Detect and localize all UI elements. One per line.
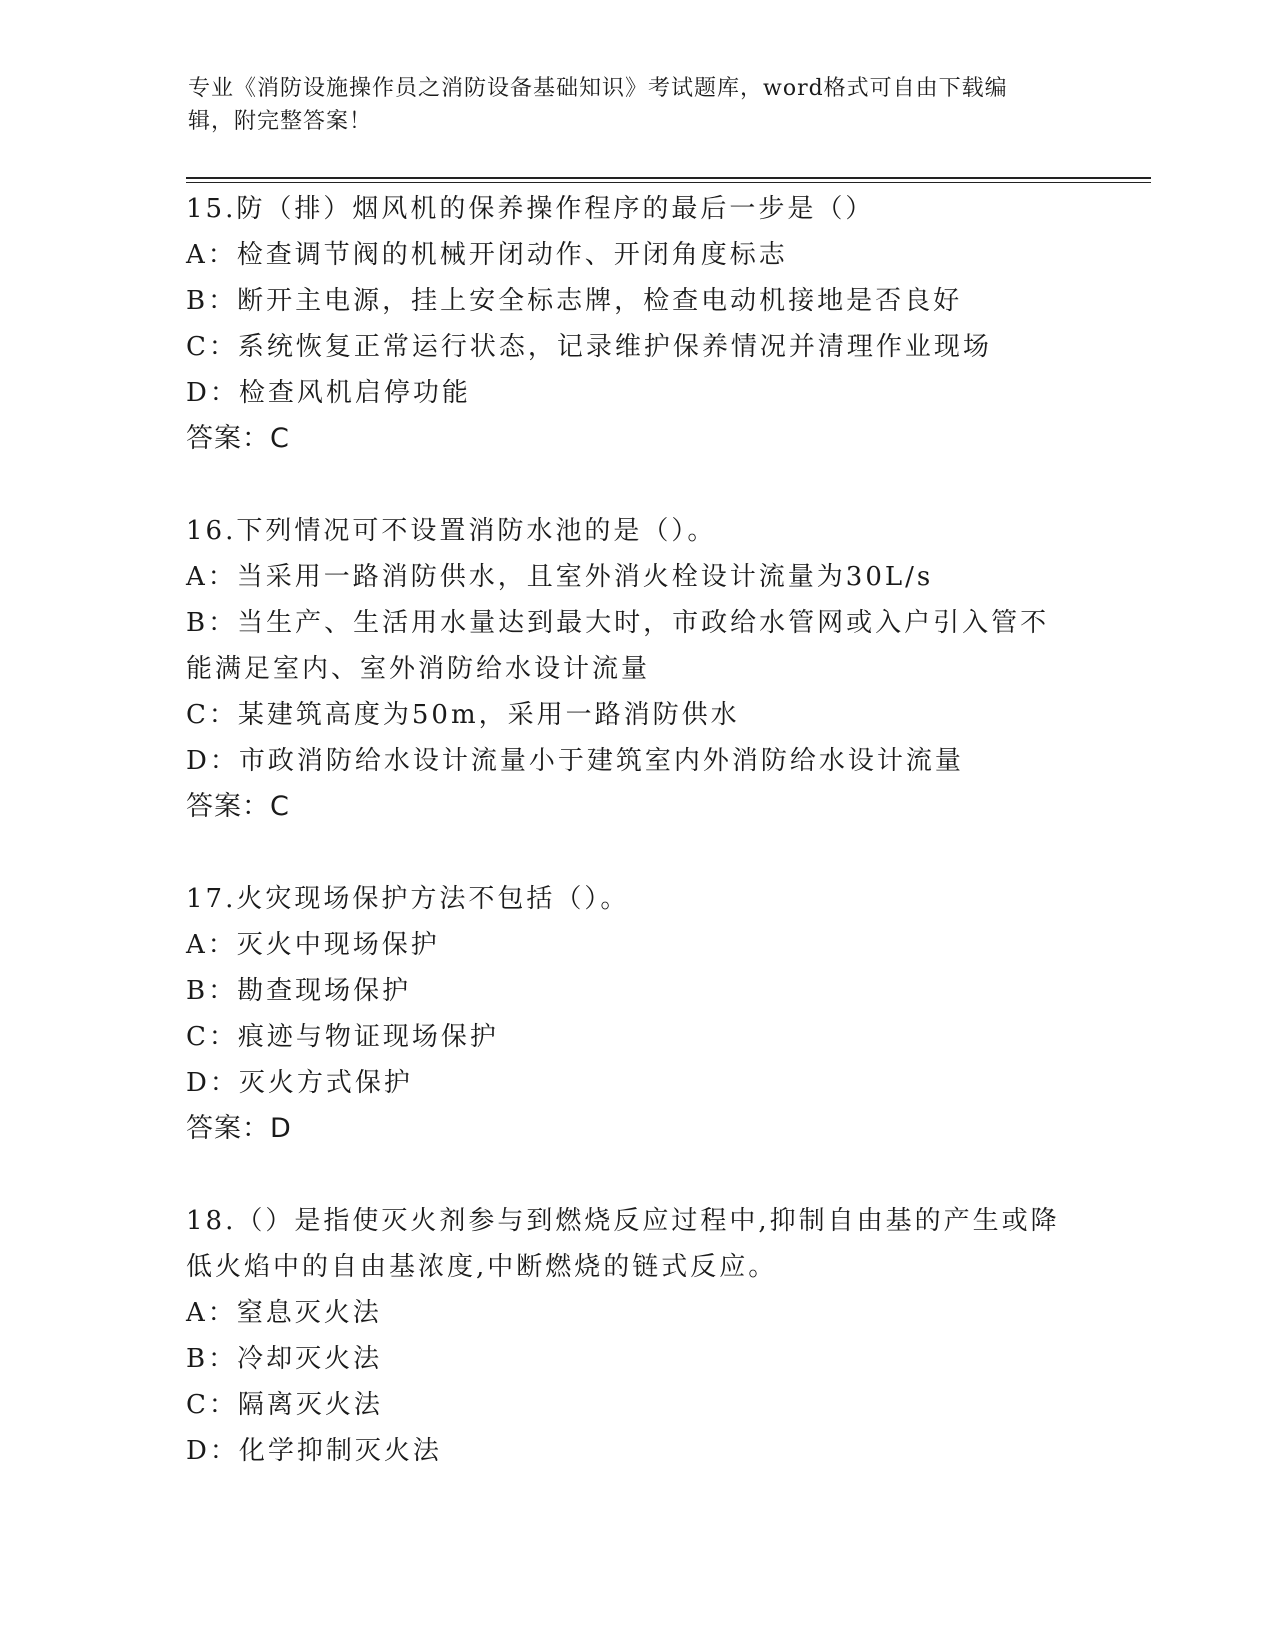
document-header (188, 72, 1068, 138)
option-d: D：市政消防给水设计流量小于建筑室内外消防给水设计流量 (186, 746, 964, 776)
question-17 (186, 876, 1086, 1152)
option-a: A：检查调节阀的机械开闭动作、开闭角度标志 (186, 240, 788, 270)
option-a: A：窒息灭火法 (186, 1298, 382, 1328)
option-c: C：隔离灭火法 (186, 1390, 383, 1420)
option-b: B：冷却灭火法 (186, 1344, 383, 1374)
option-c: C：系统恢复正常运行状态，记录维护保养情况并清理作业现场 (186, 332, 992, 362)
option-b: B：当生产、生活用水量达到最大时，市政给水管网或入户引入管不能满足室内、室外消防给水设计流量 (186, 608, 1050, 684)
answer: 答案：C (186, 791, 290, 822)
question-stem: 18.（）是指使灭火剂参与到燃烧反应过程中,抑制自由基的产生或降低火焰中的自由基浓度,中断燃烧的链式反应。 (186, 1206, 1060, 1282)
answer: 答案：D (186, 1113, 292, 1144)
option-b: B：断开主电源，挂上安全标志牌，检查电动机接地是否良好 (186, 286, 963, 316)
option-d: D：化学抑制灭火法 (186, 1436, 442, 1466)
question-list (186, 186, 1086, 1474)
option-d: D：检查风机启停功能 (186, 378, 471, 408)
option-c: C：某建筑高度为50m，采用一路消防供水 (186, 700, 740, 730)
option-d: D：灭火方式保护 (186, 1068, 413, 1098)
option-b: B：勘查现场保护 (186, 976, 412, 1006)
header-line-2: 辑，附完整答案！ (188, 109, 373, 134)
question-18 (186, 1198, 1086, 1474)
question-15 (186, 186, 1086, 462)
question-stem: 15.防（排）烟风机的保养操作程序的最后一步是（） (186, 194, 875, 224)
question-16 (186, 508, 1086, 830)
option-a: A：灭火中现场保护 (186, 930, 440, 960)
option-c: C：痕迹与物证现场保护 (186, 1022, 499, 1052)
header-line-1: 专业《消防设施操作员之消防设备基础知识》考试题库，word格式可自由下载编 (188, 76, 1008, 101)
option-a: A：当采用一路消防供水，且室外消火栓设计流量为30L/s (186, 562, 934, 592)
question-stem: 16.下列情况可不设置消防水池的是（）。 (186, 516, 717, 546)
answer: 答案：C (186, 423, 290, 454)
question-stem: 17.火灾现场保护方法不包括（）。 (186, 884, 630, 914)
header-divider (186, 177, 1151, 183)
